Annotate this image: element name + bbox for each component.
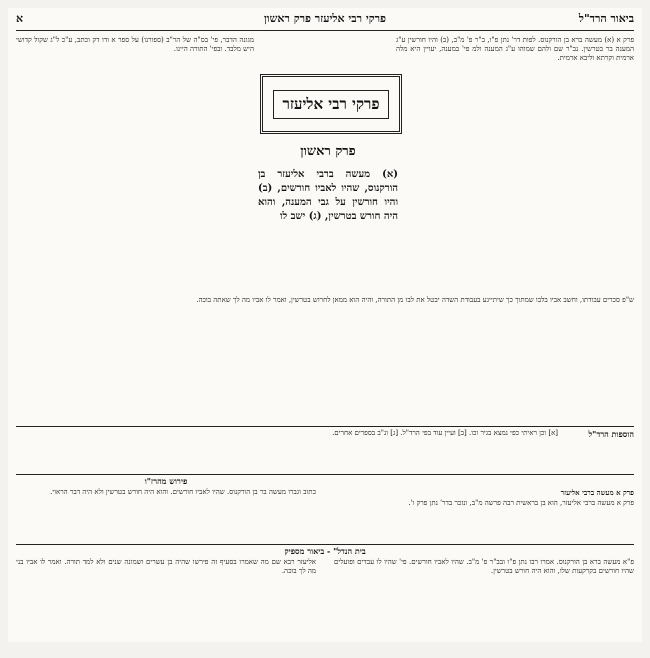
lower-commentary-block [16, 296, 634, 422]
bottom-section-title: בית הנדל" - ביאור מספיק [284, 546, 366, 556]
page-header [16, 12, 634, 31]
additions-text: [א] וכן ראיתי כפי נמצא בגיר וכו. [ב] ועיין עוד בפי הרד"ל. [ג] ונ"ב בספרים אחרים. [332, 429, 558, 437]
header-right: ביאור הרד"ל [578, 12, 634, 25]
additions-label: הוספות הרד"ל [588, 429, 634, 439]
commentary-section-title: פירוש מהרז"ו [144, 476, 188, 486]
chapter-title: פרק ראשון [300, 144, 356, 159]
left-commentary-text: מגונה הדבר, פי' בס"ה של הר"ב (ספורנו) על ספר א ודו דק וכתב, ע"כ ל"ג שקול קדושי היש מלבד. ובפי' התורה היינו. [16, 36, 254, 54]
lower-commentary-text: ש"פ סכרים עבודתו, וחשב אביו בלבו שמתוך כך שיתייגע בעבודת השדה יבטל את לבו מן התורה, והיה הוא ממאן לחרוש בטרשין, ואמר לו אביו מה לך שאתה בוכה. [196, 296, 634, 304]
commentary-right-column [334, 488, 634, 540]
bottom-right-column [334, 558, 634, 638]
divider-bottom [16, 544, 634, 545]
title-frame [260, 74, 402, 134]
tractate-title: פרקי רבי אליעזר [273, 90, 388, 119]
commentary-label: פרק א מעשה ברבי אליעזר [560, 488, 634, 497]
commentary-left-column [16, 488, 316, 540]
bottom-left-text: אליעזר רבא שם מה שאמרו בסעיף זה פירשו שהיה בן עשרים ושמונה שנים ולא למד תורה. ואמר לו אביו בני מה לך בוכה. [16, 558, 316, 576]
right-commentary-text: פרק א (א) מעשה ברא בן הורקנוס. לפות דר' נתן פ"ו, ב"ר פ' מ"ב, (ב) והיו חורשין ע"ג המענה בר בטרשין. נב"ר שם ולהם שמוהו ע"ג המענה ולמ פי' במענה, יעויין היא מלה ארמית וקרתא וליבא ארמית. [396, 36, 634, 63]
left-commentary-column [16, 36, 254, 292]
page-number: א [16, 12, 24, 25]
additions-block [16, 429, 558, 471]
main-text: (א) מעשה ברבי אליעזר בן הורקנוס, שהיו לאביו חורשים, (ב) והיו חורשין על גבי המענה, והוא היה חורש בטרשין, (ג) ישב לו [258, 169, 398, 222]
right-commentary-column [396, 36, 634, 292]
commentary-right-text: פרק א מעשה ברבי אליעזר, הוא בן בראשית רבה פרשה מ"ב, ונזכר בדר' נתן פרק ו'. [408, 499, 634, 508]
book-page [8, 8, 642, 642]
divider-commentary [16, 474, 634, 475]
commentary-left-text: כתוב וגברו מעשה בר בן הורקנוס. שהיו לאביו חורשים. והוא היה חורש בטרשין ולא היה דבר הראוי. [50, 488, 316, 496]
bottom-left-column [16, 558, 316, 638]
bottom-right-text: פ"א מעשה ברא בן הורקנוס. אמרו רבו נתן פ"ו ובב"ר פ' מ"ב. שהיו לאביו חורשים. פי' שהיו לו עבדים ופועלים שהיו חורשים בקרקעות שלו, והוא היה חורש בטרשין. [334, 558, 634, 576]
header-center: פרקי רבי אליעזר פרק ראשון [264, 12, 386, 25]
divider-additions [16, 426, 634, 427]
